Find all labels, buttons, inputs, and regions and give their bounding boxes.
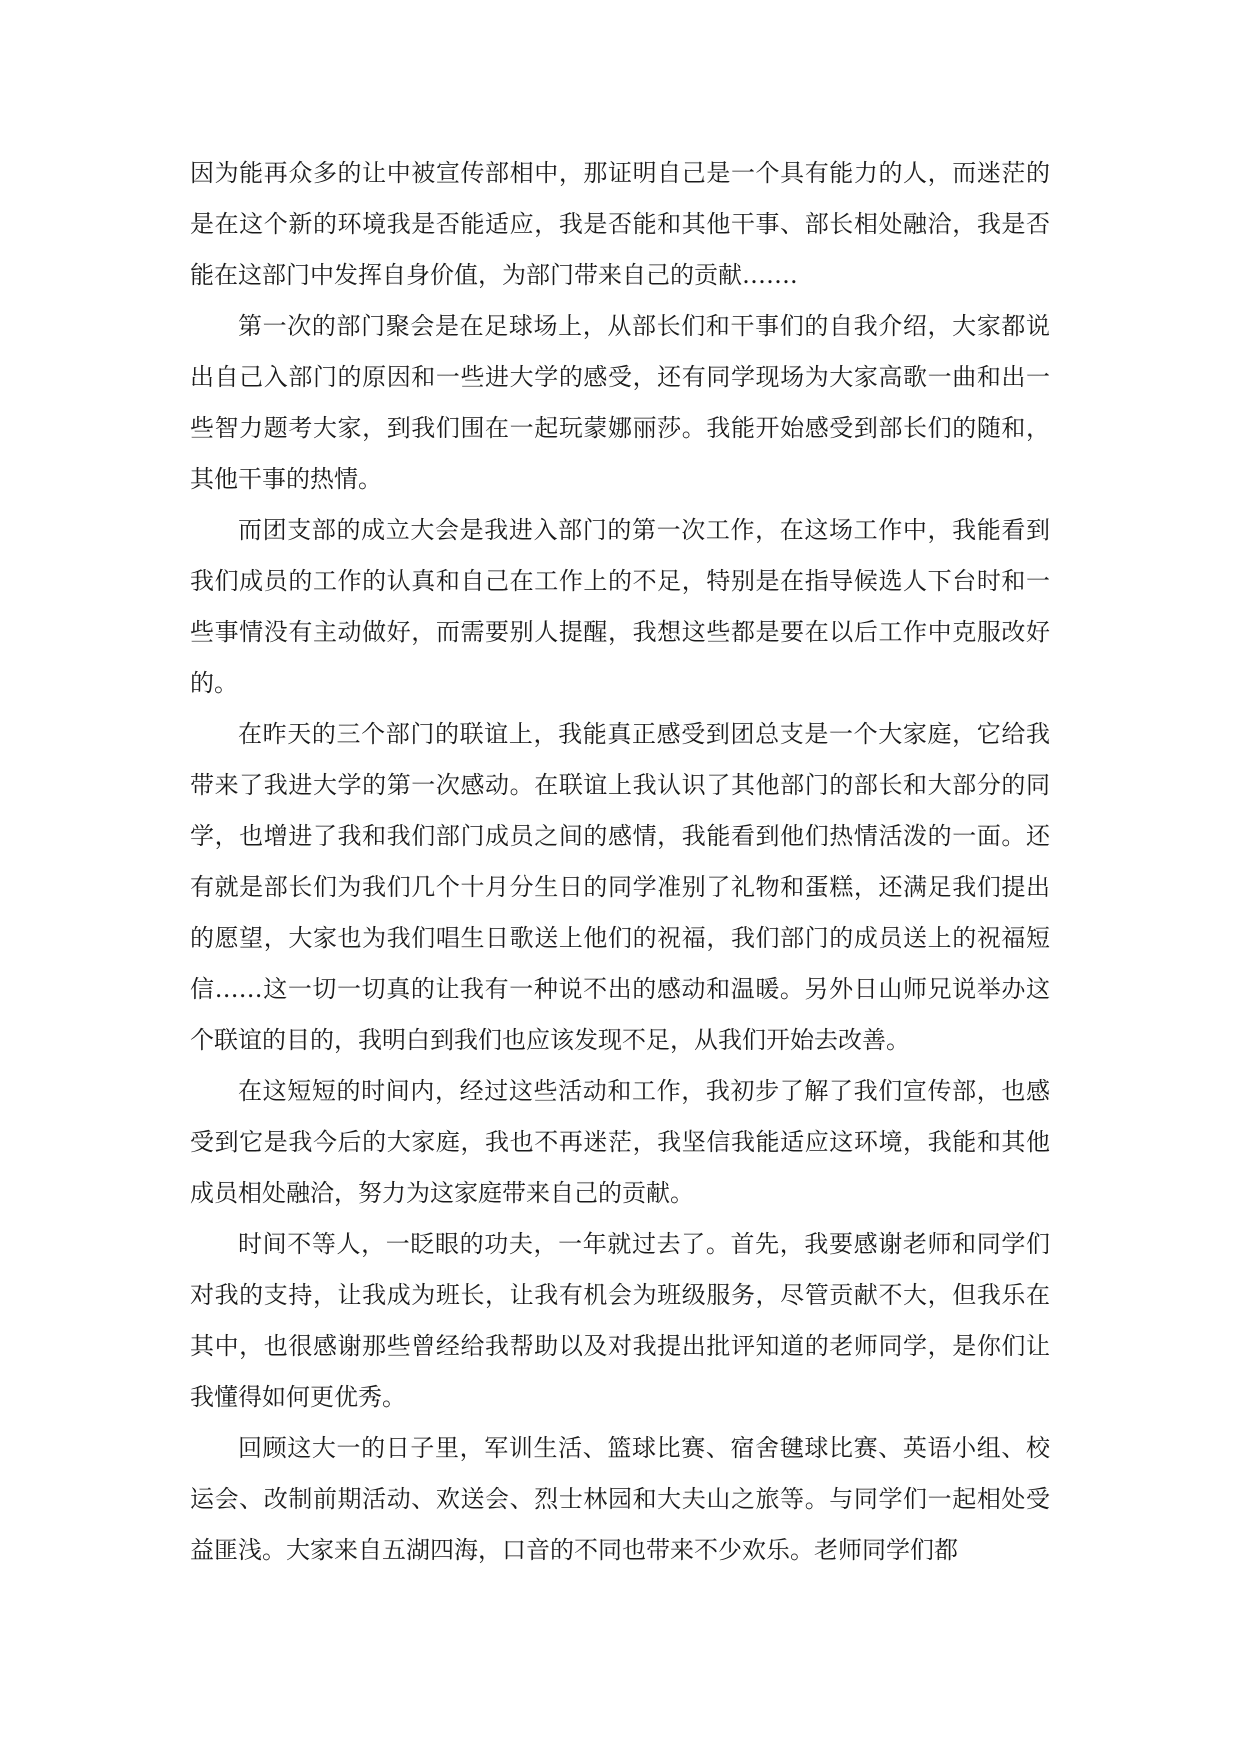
paragraph-2: 第一次的部门聚会是在足球场上，从部长们和干事们的自我介绍，大家都说出自己入部门的原因和一些进大学的感受，还有同学现场为大家高歌一曲和出一些智力题考大家，到我们围在一起玩蒙娜丽莎。我能开始感受到部长们的随和，其他干事的热情。	[190, 312, 1050, 493]
document-body	[190, 148, 1050, 1576]
paragraph-6: 时间不等人，一眨眼的功夫，一年就过去了。首先，我要感谢老师和同学们对我的支持，让我成为班长，让我有机会为班级服务，尽管贡献不大，但我乐在其中，也很感谢那些曾经给我帮助以及对我提出批评知道的老师同学，是你们让我懂得如何更优秀。	[190, 1230, 1050, 1411]
paragraph-4: 在昨天的三个部门的联谊上，我能真正感受到团总支是一个大家庭，它给我带来了我进大学的第一次感动。在联谊上我认识了其他部门的部长和大部分的同学，也增进了我和我们部门成员之间的感情，我能看到他们热情活泼的一面。还有就是部长们为我们几个十月分生日的同学准别了礼物和蛋糕，还满足我们提出的愿望，大家也为我们唱生日歌送上他们的祝福，我们部门的成员送上的祝福短信……这一切一切真的让我有一种说不出的感动和温暖。另外日山师兄说举办这个联谊的目的，我明白到我们也应该发现不足，从我们开始去改善。	[190, 720, 1050, 1054]
paragraph-7: 回顾这大一的日子里，军训生活、篮球比赛、宿舍毽球比赛、英语小组、校运会、改制前期活动、欢送会、烈士林园和大夫山之旅等。与同学们一起相处受益匪浅。大家来自五湖四海，口音的不同也带来不少欢乐。老师同学们都	[190, 1434, 1050, 1564]
paragraph-5: 在这短短的时间内，经过这些活动和工作，我初步了解了我们宣传部，也感受到它是我今后的大家庭，我也不再迷茫，我坚信我能适应这环境，我能和其他成员相处融洽，努力为这家庭带来自己的贡献。	[190, 1077, 1050, 1207]
paragraph-1: 因为能再众多的让中被宣传部相中，那证明自己是一个具有能力的人，而迷茫的是在这个新的环境我是否能适应，我是否能和其他干事、部长相处融洽，我是否能在这部门中发挥自身价值，为部门带来自己的贡献…….	[190, 159, 1050, 289]
paragraph-3: 而团支部的成立大会是我进入部门的第一次工作，在这场工作中，我能看到我们成员的工作的认真和自己在工作上的不足，特别是在指导候选人下台时和一些事情没有主动做好，而需要别人提醒，我想这些都是要在以后工作中克服改好的。	[190, 516, 1050, 697]
